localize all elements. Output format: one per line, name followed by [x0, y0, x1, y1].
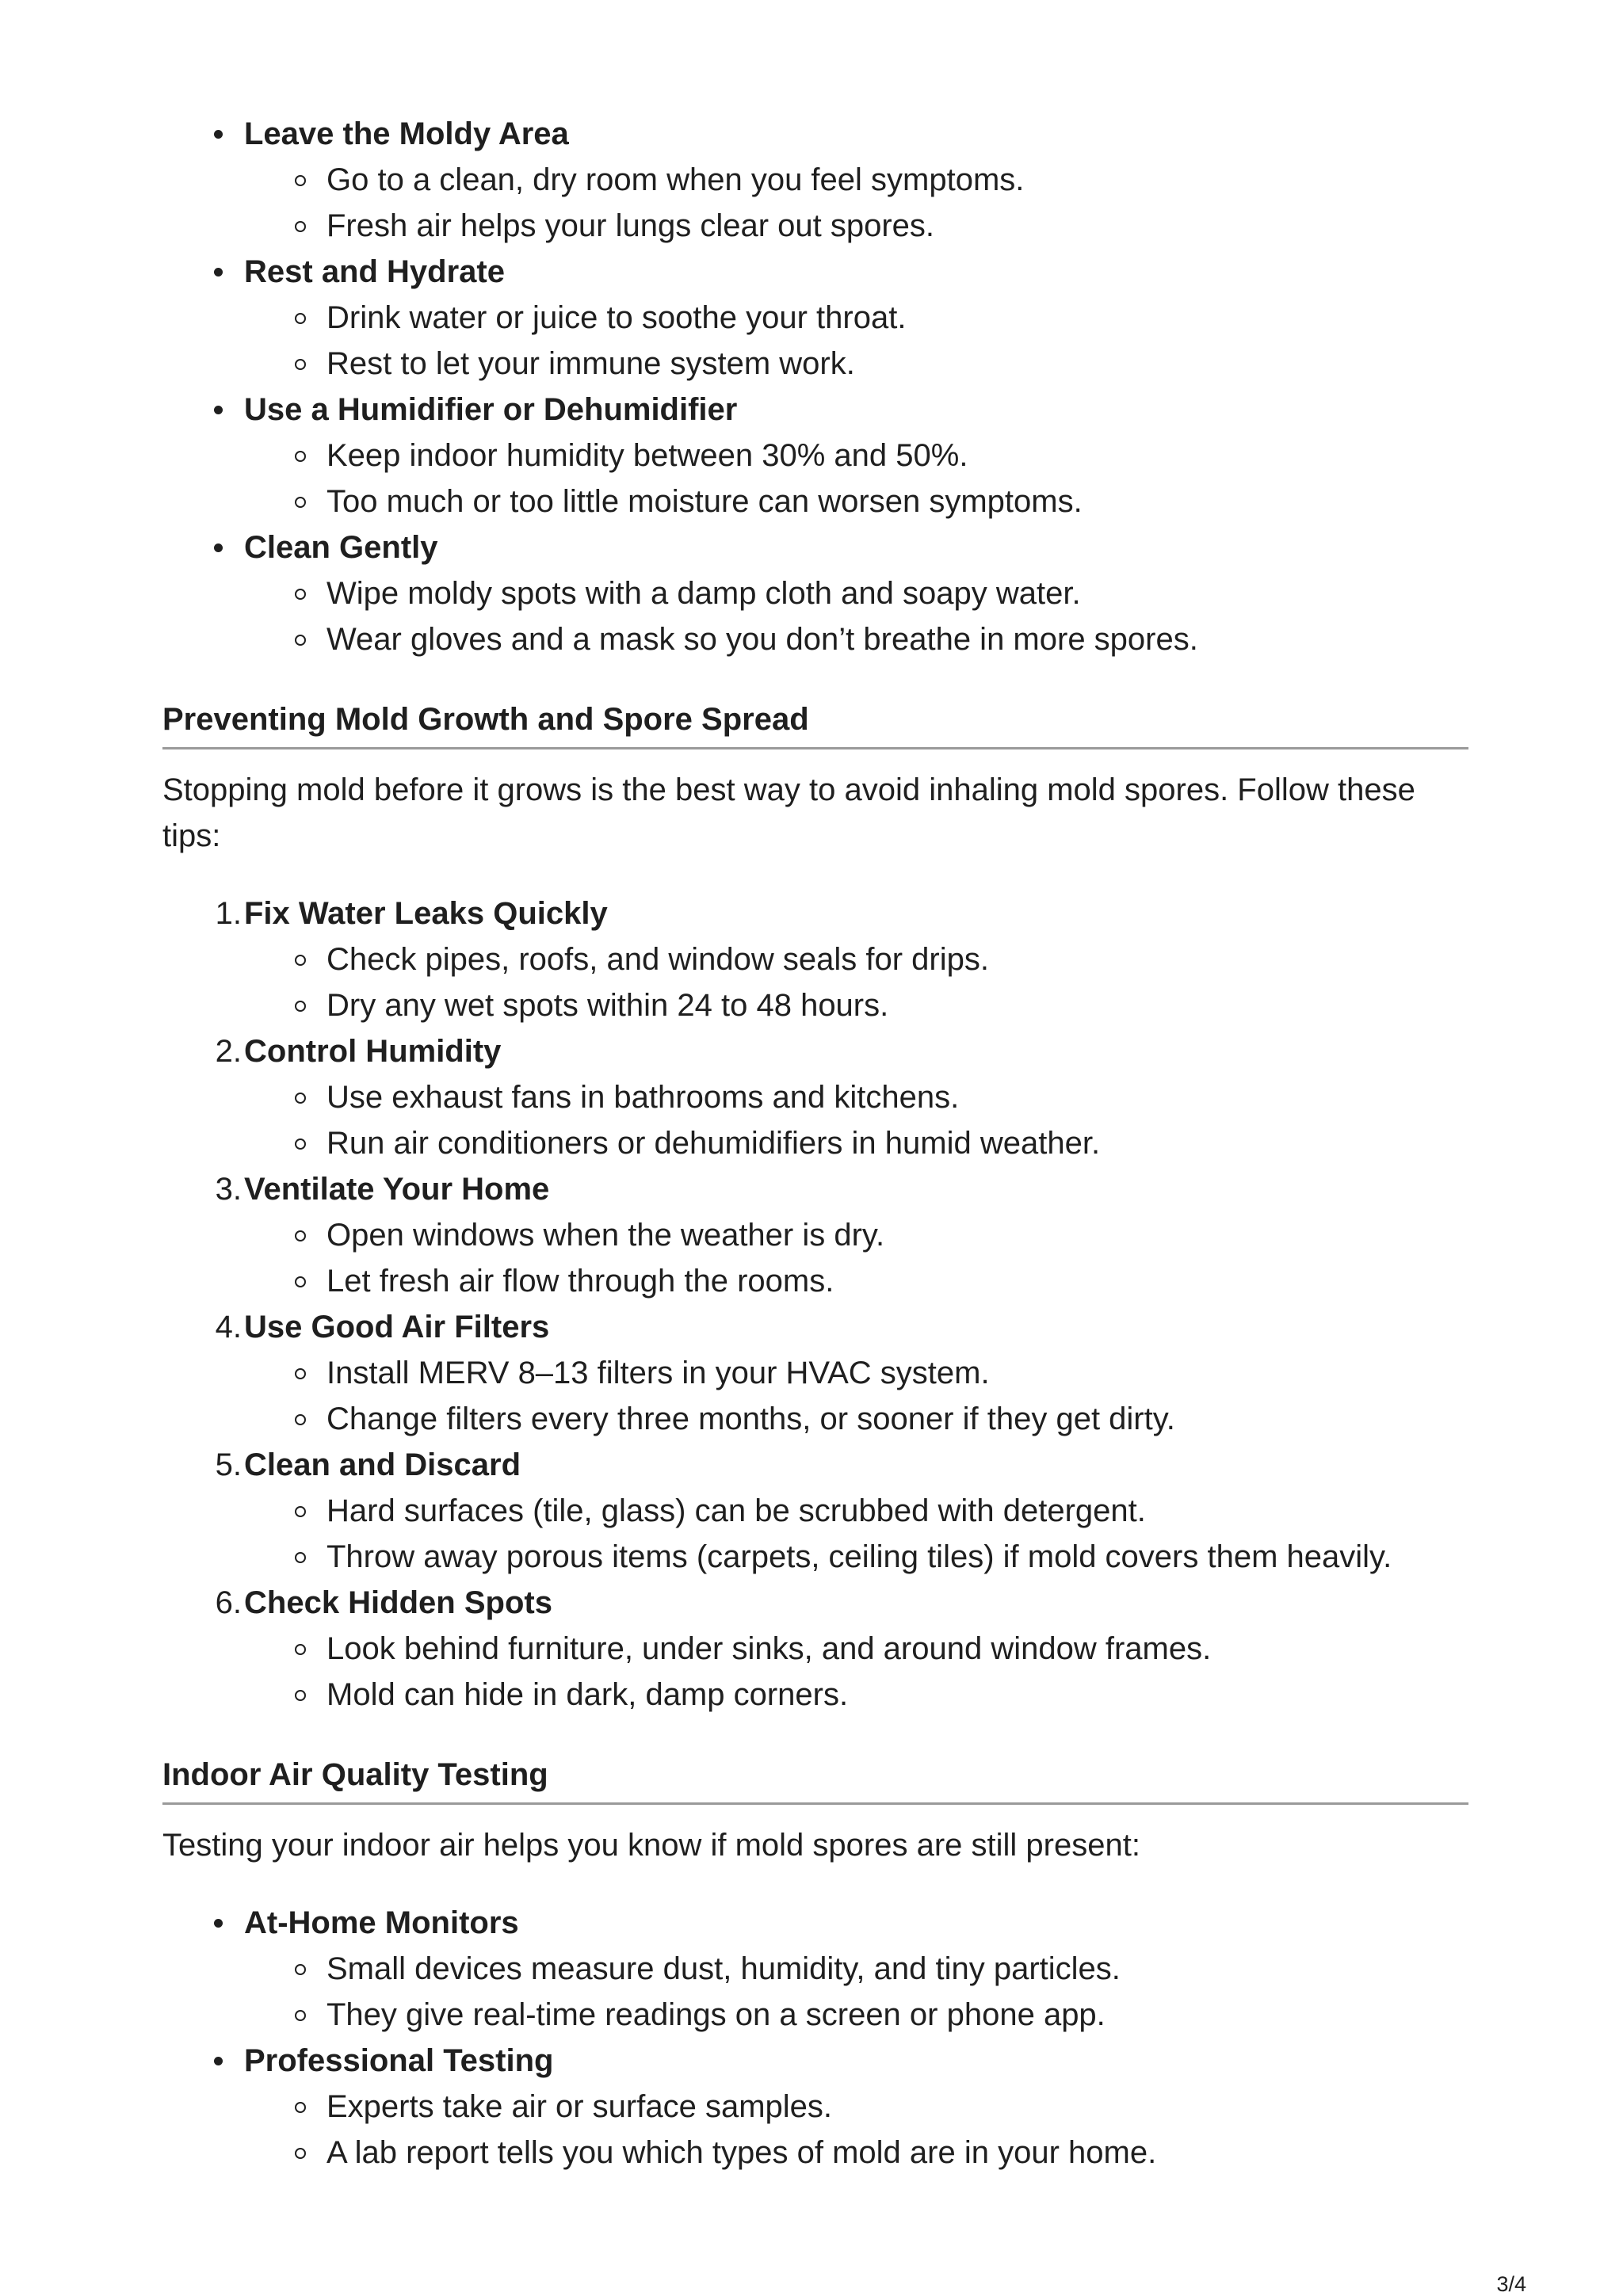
circle-bullet-icon	[295, 221, 306, 232]
page-number: 3/4	[1496, 2272, 1526, 2296]
intro-line: Stopping mold before it grows is the best way to avoid inhaling mold spores. Follow these	[162, 772, 1415, 807]
circle-bullet-icon	[295, 497, 306, 508]
sub-item-text: Go to a clean, dry room when you feel symptoms.	[327, 162, 1025, 197]
sub-item-text: Drink water or juice to soothe your throat.	[327, 300, 907, 335]
sub-list	[162, 1946, 1468, 2038]
sub-list	[162, 1488, 1468, 1580]
sub-list	[162, 2084, 1468, 2176]
sub-list-item	[162, 1074, 1468, 1120]
list-item-title: Check Hidden Spots	[244, 1585, 552, 1620]
sub-list	[162, 433, 1468, 524]
circle-bullet-icon	[295, 1368, 306, 1379]
symptom-relief-list	[162, 111, 1468, 662]
list-item-title: Clean Gently	[244, 530, 438, 565]
sub-list-item	[162, 1258, 1468, 1304]
sub-item-text: Too much or too little moisture can worsen symptoms.	[327, 484, 1083, 519]
sub-list-item	[162, 1626, 1468, 1672]
sub-list-item	[162, 616, 1468, 662]
bullet-icon	[214, 406, 223, 414]
spacer	[162, 749, 1468, 767]
list-item-title: Professional Testing	[244, 2043, 554, 2078]
list-item-title: Clean and Discard	[244, 1447, 521, 1482]
list-item	[162, 891, 1468, 1028]
sub-list-item	[162, 1350, 1468, 1396]
list-item-title: Ventilate Your Home	[244, 1172, 550, 1207]
sub-item-text: Run air conditioners or dehumidifiers in humid weather.	[327, 1126, 1101, 1161]
sub-item-text: Small devices measure dust, humidity, and tiny particles.	[327, 1951, 1121, 1986]
sub-list-item	[162, 936, 1468, 982]
document-page	[162, 111, 1468, 2176]
circle-bullet-icon	[295, 2148, 306, 2159]
circle-bullet-icon	[295, 955, 306, 966]
sub-list	[162, 157, 1468, 249]
sub-list	[162, 1626, 1468, 1718]
sub-list	[162, 1074, 1468, 1166]
sub-item-text: Install MERV 8–13 filters in your HVAC system.	[327, 1356, 990, 1390]
sub-list-item	[162, 1488, 1468, 1534]
bullet-icon	[214, 543, 223, 552]
list-item	[162, 524, 1468, 662]
sub-item-text: Experts take air or surface samples.	[327, 2089, 833, 2124]
list-item-title: Control Humidity	[244, 1034, 502, 1069]
circle-bullet-icon	[295, 313, 306, 324]
sub-item-text: Throw away porous items (carpets, ceiling tiles) if mold covers them heavily.	[327, 1539, 1392, 1574]
circle-bullet-icon	[295, 2102, 306, 2113]
list-number: 3.	[215, 1172, 242, 1207]
list-item	[162, 249, 1468, 387]
sub-item-text: Wear gloves and a mask so you don’t breathe in more spores.	[327, 622, 1198, 657]
list-item-title: Use a Humidifier or Dehumidifier	[244, 392, 738, 427]
sub-list-item	[162, 1672, 1468, 1718]
sub-list-item	[162, 433, 1468, 479]
list-number: 5.	[215, 1447, 242, 1482]
circle-bullet-icon	[295, 359, 306, 370]
sub-list-item	[162, 982, 1468, 1028]
bullet-icon	[214, 268, 223, 277]
circle-bullet-icon	[295, 1414, 306, 1425]
list-number: 6.	[215, 1585, 242, 1620]
circle-bullet-icon	[295, 1276, 306, 1287]
sub-list-item	[162, 1946, 1468, 1992]
sub-list-item	[162, 570, 1468, 616]
sub-item-text: Mold can hide in dark, damp corners.	[327, 1677, 849, 1712]
list-item	[162, 2038, 1468, 2176]
section-heading-air-quality: Indoor Air Quality Testing	[162, 1755, 1468, 1805]
circle-bullet-icon	[295, 1001, 306, 1012]
spacer	[162, 1805, 1468, 1822]
list-number: 2.	[215, 1034, 242, 1069]
bullet-icon	[214, 130, 223, 139]
circle-bullet-icon	[295, 175, 306, 186]
circle-bullet-icon	[295, 2010, 306, 2021]
sub-item-text: Hard surfaces (tile, glass) can be scrubbed with detergent.	[327, 1493, 1146, 1528]
list-item-title: Fix Water Leaks Quickly	[244, 896, 608, 931]
list-item	[162, 1580, 1468, 1718]
sub-item-text: They give real-time readings on a screen or phone app.	[327, 1997, 1106, 2032]
list-item	[162, 111, 1468, 249]
circle-bullet-icon	[295, 1690, 306, 1701]
list-item	[162, 1028, 1468, 1166]
sub-list	[162, 295, 1468, 387]
list-item-title: Rest and Hydrate	[244, 254, 505, 289]
sub-item-text: Dry any wet spots within 24 to 48 hours.	[327, 988, 889, 1023]
list-number: 1.	[215, 896, 242, 931]
sub-list-item	[162, 2130, 1468, 2176]
sub-list-item	[162, 157, 1468, 203]
circle-bullet-icon	[295, 451, 306, 462]
sub-item-text: A lab report tells you which types of mold are in your home.	[327, 2135, 1157, 2170]
sub-item-text: Keep indoor humidity between 30% and 50%.	[327, 438, 968, 473]
sub-list-item	[162, 1396, 1468, 1442]
sub-list-item	[162, 1534, 1468, 1580]
prevention-tips-list	[162, 891, 1468, 1718]
spacer	[162, 859, 1468, 891]
list-item	[162, 387, 1468, 524]
list-item-title: At-Home Monitors	[244, 1905, 519, 1940]
sub-list-item	[162, 203, 1468, 249]
sub-item-text: Fresh air helps your lungs clear out spores.	[327, 208, 935, 243]
bullet-icon	[214, 2057, 223, 2065]
circle-bullet-icon	[295, 1230, 306, 1241]
sub-list	[162, 1212, 1468, 1304]
spacer	[162, 1868, 1468, 1900]
sub-list-item	[162, 479, 1468, 524]
sub-list-item	[162, 1212, 1468, 1258]
sub-item-text: Rest to let your immune system work.	[327, 346, 855, 381]
sub-item-text: Change filters every three months, or sooner if they get dirty.	[327, 1402, 1175, 1436]
list-item	[162, 1442, 1468, 1580]
list-item	[162, 1166, 1468, 1304]
circle-bullet-icon	[295, 635, 306, 646]
sub-list-item	[162, 341, 1468, 387]
circle-bullet-icon	[295, 1093, 306, 1104]
sub-item-text: Use exhaust fans in bathrooms and kitchens.	[327, 1080, 960, 1115]
list-item	[162, 1900, 1468, 2038]
sub-list-item	[162, 295, 1468, 341]
list-item	[162, 1304, 1468, 1442]
list-item-title: Use Good Air Filters	[244, 1310, 550, 1344]
sub-item-text: Check pipes, roofs, and window seals for drips.	[327, 942, 989, 977]
circle-bullet-icon	[295, 1506, 306, 1517]
sub-item-text: Open windows when the weather is dry.	[327, 1218, 885, 1253]
sub-list	[162, 936, 1468, 1028]
section-intro-paragraph	[162, 767, 1468, 859]
sub-item-text: Wipe moldy spots with a damp cloth and soapy water.	[327, 576, 1081, 611]
spacer	[162, 1718, 1468, 1755]
section-intro-paragraph: Testing your indoor air helps you know if mold spores are still present:	[162, 1828, 1140, 1863]
sub-item-text: Let fresh air flow through the rooms.	[327, 1264, 834, 1299]
bullet-icon	[214, 1919, 223, 1928]
sub-list-item	[162, 1120, 1468, 1166]
circle-bullet-icon	[295, 1138, 306, 1150]
spacer	[162, 662, 1468, 700]
sub-list-item	[162, 2084, 1468, 2130]
circle-bullet-icon	[295, 1552, 306, 1563]
list-number: 4.	[215, 1310, 242, 1344]
circle-bullet-icon	[295, 1964, 306, 1975]
section-heading-prevention: Preventing Mold Growth and Spore Spread	[162, 700, 1468, 749]
air-testing-list	[162, 1900, 1468, 2176]
circle-bullet-icon	[295, 589, 306, 600]
sub-list	[162, 570, 1468, 662]
list-item-title: Leave the Moldy Area	[244, 116, 569, 151]
sub-list	[162, 1350, 1468, 1442]
circle-bullet-icon	[295, 1644, 306, 1655]
intro-line: tips:	[162, 818, 221, 853]
sub-list-item	[162, 1992, 1468, 2038]
sub-item-text: Look behind furniture, under sinks, and around window frames.	[327, 1631, 1212, 1666]
